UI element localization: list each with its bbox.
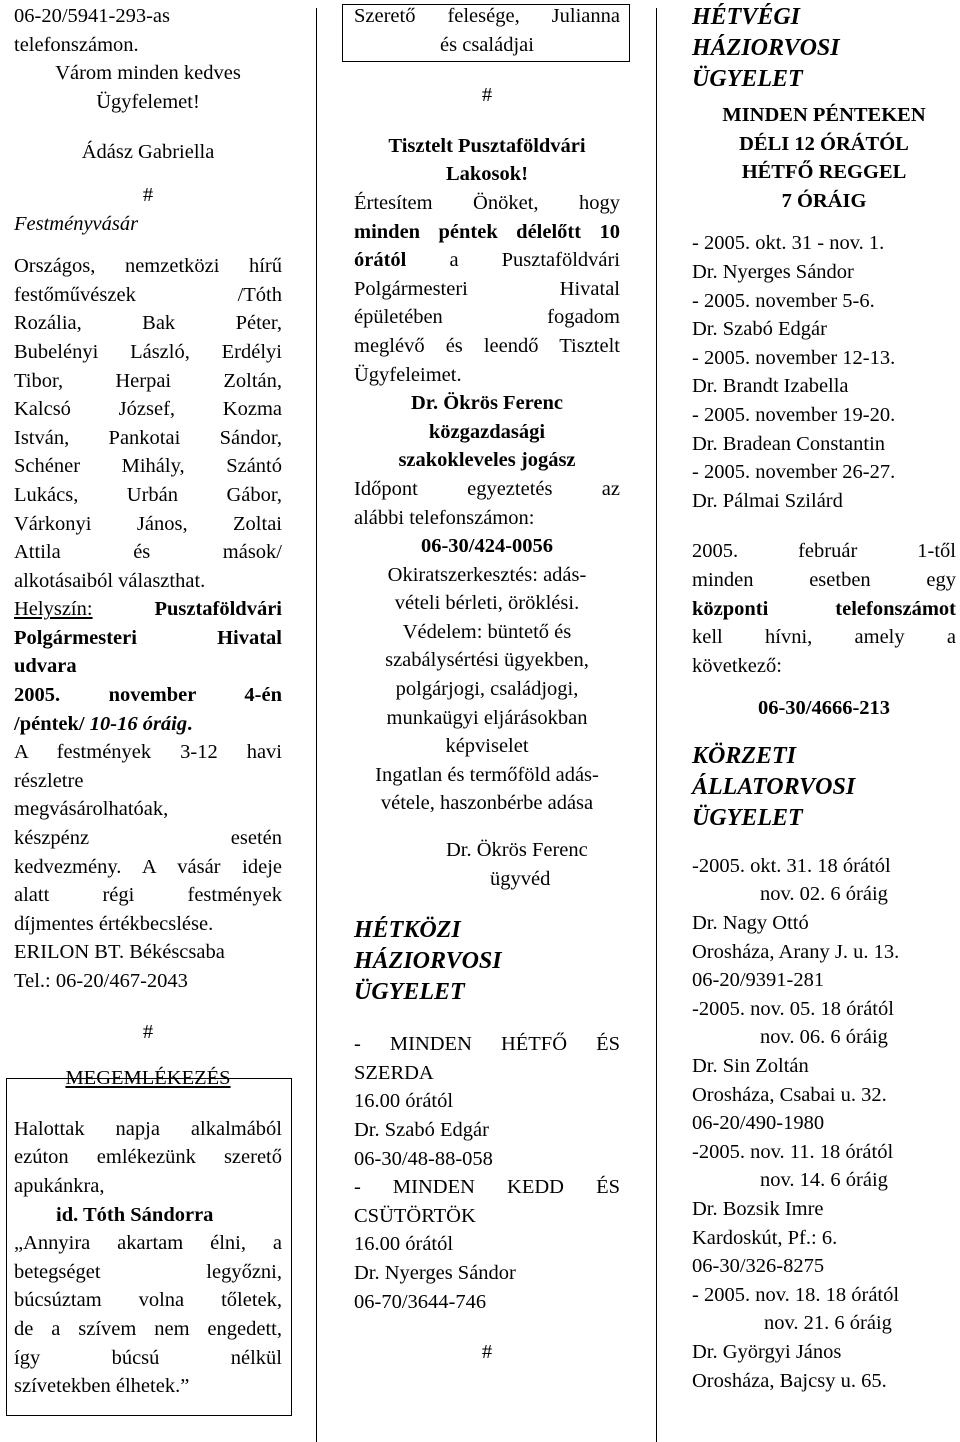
vet-address: Kardoskút, Pf.: 6.: [692, 1226, 838, 1249]
memorial-name-prefix: id.: [56, 1203, 83, 1226]
memorial-name: [14, 1201, 282, 1230]
info-line: kedvezmény. A vásár ideje: [14, 855, 282, 878]
duty-days: SZERDA: [354, 1061, 434, 1084]
separator: #: [481, 1341, 493, 1364]
signature: Ádász Gabriella: [81, 141, 215, 164]
appt-line: alábbi telefonszámon:: [354, 506, 535, 529]
festmeny-line: Bubelényi László, Erdélyi: [14, 340, 282, 363]
body-line: [354, 246, 620, 275]
service-line: képviselet: [445, 735, 529, 758]
weekend-heading: HÉTVÉGI: [692, 4, 801, 30]
memorial-title: MEGEMLÉKEZÉS: [65, 1067, 231, 1090]
festmeny-line: Lukács, Urbán Gábor,: [14, 483, 282, 506]
info-line: részletre: [14, 769, 84, 792]
festmeny-title: Festményvásár: [14, 212, 139, 235]
vet-doctor: Dr. Györgyi János: [692, 1340, 842, 1363]
contact-line: 06-20/5941-293-as: [14, 5, 171, 27]
central-phone: 06-30/4666-213: [757, 697, 891, 720]
info-line: A festmények 3-12 havi: [14, 741, 282, 764]
farewell-line: és családjai: [440, 33, 534, 56]
appt-line: Időpont egyeztetés az: [354, 477, 620, 500]
contact-line: telefonszámon.: [14, 33, 139, 56]
service-line: vételi bérleti, öröklési.: [394, 592, 580, 615]
event-hours: 10-16 óráig: [89, 712, 188, 735]
weekend-sub: HÉTFŐ REGGEL: [741, 161, 907, 184]
schedule-doctor: Dr. Nyerges Sándor: [692, 260, 854, 283]
body-line: Ügyfeleimet.: [354, 363, 462, 386]
duty-time: 16.00 órától: [354, 1233, 454, 1256]
body-bold: órától: [354, 249, 407, 272]
vet-phone: 06-20/490-1980: [692, 1112, 825, 1135]
event-day: /péntek/: [14, 712, 90, 735]
quote-line: betegséget legyőzni,: [14, 1260, 282, 1283]
duty-phone: 06-70/3644-746: [354, 1290, 487, 1313]
vet-phone: 06-30/326-8275: [692, 1255, 825, 1278]
helyszin-value: Pusztaföldvári: [154, 598, 282, 621]
festmeny-line: festőművészek /Tóth: [14, 283, 282, 306]
festmeny-line: Tibor, Herpai Zoltán,: [14, 369, 282, 392]
service-line: munkaügyi eljárásokban: [386, 706, 588, 729]
greeting: Lakosok!: [445, 163, 529, 186]
weekend-sub: MINDEN PÉNTEKEN: [722, 104, 926, 126]
schedule-doctor: Dr. Pálmai Szilárd: [692, 489, 843, 512]
weekend-sub: 7 ÓRÁIG: [781, 189, 867, 212]
vet-address: Orosháza, Bajcsy u. 65.: [692, 1369, 887, 1392]
vet-to: nov. 21. 6 óráig: [764, 1312, 892, 1335]
duty-days: CSÜTÖRTÖK: [354, 1204, 476, 1227]
helyszin-value: Polgármesteri Hivatal: [14, 626, 282, 649]
duty-days: - MINDEN HÉTFŐ ÉS: [354, 1033, 620, 1056]
quote-line: de a szívem nem engedett,: [14, 1317, 282, 1340]
memorial-line: ezúton emlékezünk szerető: [14, 1146, 282, 1169]
separator: #: [142, 183, 154, 206]
notice-line: minden esetben egy: [692, 568, 956, 591]
festmeny-line: Schéner Mihály, Szántó: [14, 455, 282, 478]
vet-heading: ÜGYELET: [692, 804, 803, 831]
vet-to: nov. 06. 6 óráig: [760, 1026, 888, 1049]
body-line: minden péntek délelőtt 10: [354, 220, 620, 243]
vet-phone: 06-20/9391-281: [692, 969, 825, 992]
lawyer-sign: ügyvéd: [490, 867, 551, 890]
service-line: szabálysértési ügyekben,: [385, 649, 589, 672]
vet-heading: ÁLLATORVOSI: [692, 773, 856, 800]
body-text: a Pusztaföldvári: [449, 249, 621, 272]
festmeny-line: Várkonyi János, Zoltai: [14, 512, 282, 535]
vet-to: nov. 02. 6 óráig: [760, 883, 888, 906]
service-line: vétele, haszonbérbe adása: [380, 792, 594, 815]
duty-phone: 06-30/48-88-058: [354, 1147, 493, 1170]
vet-from: -2005. okt. 31. 18 órától: [692, 854, 891, 877]
event-dot: .: [187, 712, 193, 735]
weekend-heading: HÁZIORVOSI: [692, 35, 840, 61]
duty-days: - MINDEN KEDD ÉS: [354, 1176, 620, 1199]
weekend-heading: ÜGYELET: [692, 66, 803, 92]
quote-line: „Annyira akartam élni, a: [14, 1232, 282, 1255]
info-line: megvásárolhatóak,: [14, 798, 169, 821]
schedule-doctor: Dr. Bradean Constantin: [692, 432, 886, 455]
quote-line: így búcsú nélkül: [14, 1346, 282, 1369]
festmeny-line: Attila és mások/: [14, 541, 282, 564]
info-line: alatt régi festmények: [14, 884, 282, 907]
duty-time: 16.00 órától: [354, 1090, 454, 1113]
company: ERILON BT. Békéscsaba: [14, 941, 225, 964]
separator: #: [142, 1020, 154, 1043]
contact-line: Ügyfelemet!: [96, 90, 200, 113]
column-divider-left: [316, 8, 317, 1442]
weekday-heading: ÜGYELET: [354, 979, 465, 1006]
weekday-heading: HÉTKÖZI: [354, 917, 461, 944]
schedule-date: - 2005. november 5-6.: [692, 289, 875, 312]
lawyer-phone: 06-30/424-0056: [420, 535, 554, 558]
schedule-date: - 2005. november 12-13.: [692, 346, 896, 369]
vet-doctor: Dr. Sin Zoltán: [692, 1055, 809, 1078]
column-3: [692, 0, 956, 1395]
service-line: Okiratszerkesztés: adás-: [387, 563, 587, 586]
festmeny-line: István, Pankotai Sándor,: [14, 426, 282, 449]
vet-address: Orosháza, Csabai u. 32.: [692, 1083, 887, 1106]
quote-last: szívetekben élhetek.”: [14, 1375, 190, 1398]
company-phone: Tel.: 06-20/467-2043: [14, 970, 188, 992]
festmeny-last: alkotásaiból választhat.: [14, 569, 206, 592]
vet-from: -2005. nov. 11. 18 órától: [692, 1140, 894, 1163]
memorial-name-value: Tóth Sándorra: [82, 1203, 214, 1226]
lawyer-sign: Dr. Ökrös Ferenc: [446, 839, 588, 862]
helyszin-value: udvara: [14, 655, 77, 678]
column-1: [14, 0, 282, 1401]
festmeny-line: Rozália, Bak Péter,: [14, 312, 282, 335]
quote-line: búcsúztam volna tőletek,: [14, 1289, 282, 1312]
vet-from: - 2005. nov. 18. 18 órától: [692, 1283, 900, 1306]
body-line: épületében fogadom: [354, 306, 620, 329]
greeting: Tisztelt Pusztaföldvári: [388, 134, 586, 157]
lawyer-title: szakokleveles jogász: [398, 449, 576, 472]
column-divider-right: [656, 8, 657, 1442]
schedule-doctor: Dr. Szabó Edgár: [692, 318, 827, 341]
info-line: készpénz esetén: [14, 827, 282, 850]
festmeny-line: Kalcsó József, Kozma: [14, 398, 282, 421]
schedule-date: - 2005. okt. 31 - nov. 1.: [692, 232, 885, 255]
info-last: díjmentes értékbecslése.: [14, 912, 214, 935]
memorial-line: Halottak napja alkalmából: [14, 1117, 282, 1140]
weekend-sub: DÉLI 12 ÓRÁTÓL: [739, 132, 909, 155]
memorial-line: apukánkra,: [14, 1174, 105, 1197]
vet-from: -2005. nov. 05. 18 órától: [692, 997, 894, 1020]
lawyer-title: közgazdasági: [428, 420, 546, 443]
vet-doctor: Dr. Nagy Ottó: [692, 912, 809, 935]
body-line: meglévő és leendő Tisztelt: [354, 334, 620, 357]
helyszin: [14, 595, 282, 624]
schedule-doctor: Dr. Brandt Izabella: [692, 375, 849, 398]
weekday-heading: HÁZIORVOSI: [354, 948, 502, 975]
body-line: Polgármesteri Hivatal: [354, 277, 620, 300]
notice-line: következő:: [692, 654, 782, 677]
notice-line: 2005. február 1-től: [692, 540, 956, 563]
event-date: 2005. november 4-én: [14, 684, 282, 707]
schedule-date: - 2005. november 19-20.: [692, 403, 896, 426]
separator: #: [481, 84, 493, 107]
event-time: [14, 710, 282, 739]
farewell-line: Szerető felesége, Julianna: [354, 5, 620, 27]
vet-to: nov. 14. 6 óráig: [760, 1169, 888, 1192]
vet-address: Orosháza, Arany J. u. 13.: [692, 940, 900, 963]
body-line: Értesítem Önöket, hogy: [354, 191, 620, 214]
festmeny-line: Országos, nemzetközi hírű: [14, 255, 282, 278]
service-line: Ingatlan és termőföld adás-: [375, 763, 599, 786]
service-line: polgárjogi, családjogi,: [395, 678, 579, 701]
contact-line: Várom minden kedves: [55, 62, 241, 85]
lawyer-name: Dr. Ökrös Ferenc: [410, 392, 564, 415]
column-2: [354, 0, 620, 1367]
schedule-date: - 2005. november 26-27.: [692, 461, 896, 484]
vet-doctor: Dr. Bozsik Imre: [692, 1198, 824, 1220]
vet-heading: KÖRZETI: [692, 742, 797, 769]
notice-line: központi telefonszámot: [692, 597, 956, 620]
duty-doctor: Dr. Szabó Edgár: [354, 1119, 489, 1141]
notice-line: kell hívni, amely a: [692, 626, 956, 649]
helyszin-label: Helyszín:: [14, 598, 93, 621]
duty-doctor: Dr. Nyerges Sándor: [354, 1261, 516, 1284]
service-line: Védelem: büntető és: [402, 620, 572, 643]
